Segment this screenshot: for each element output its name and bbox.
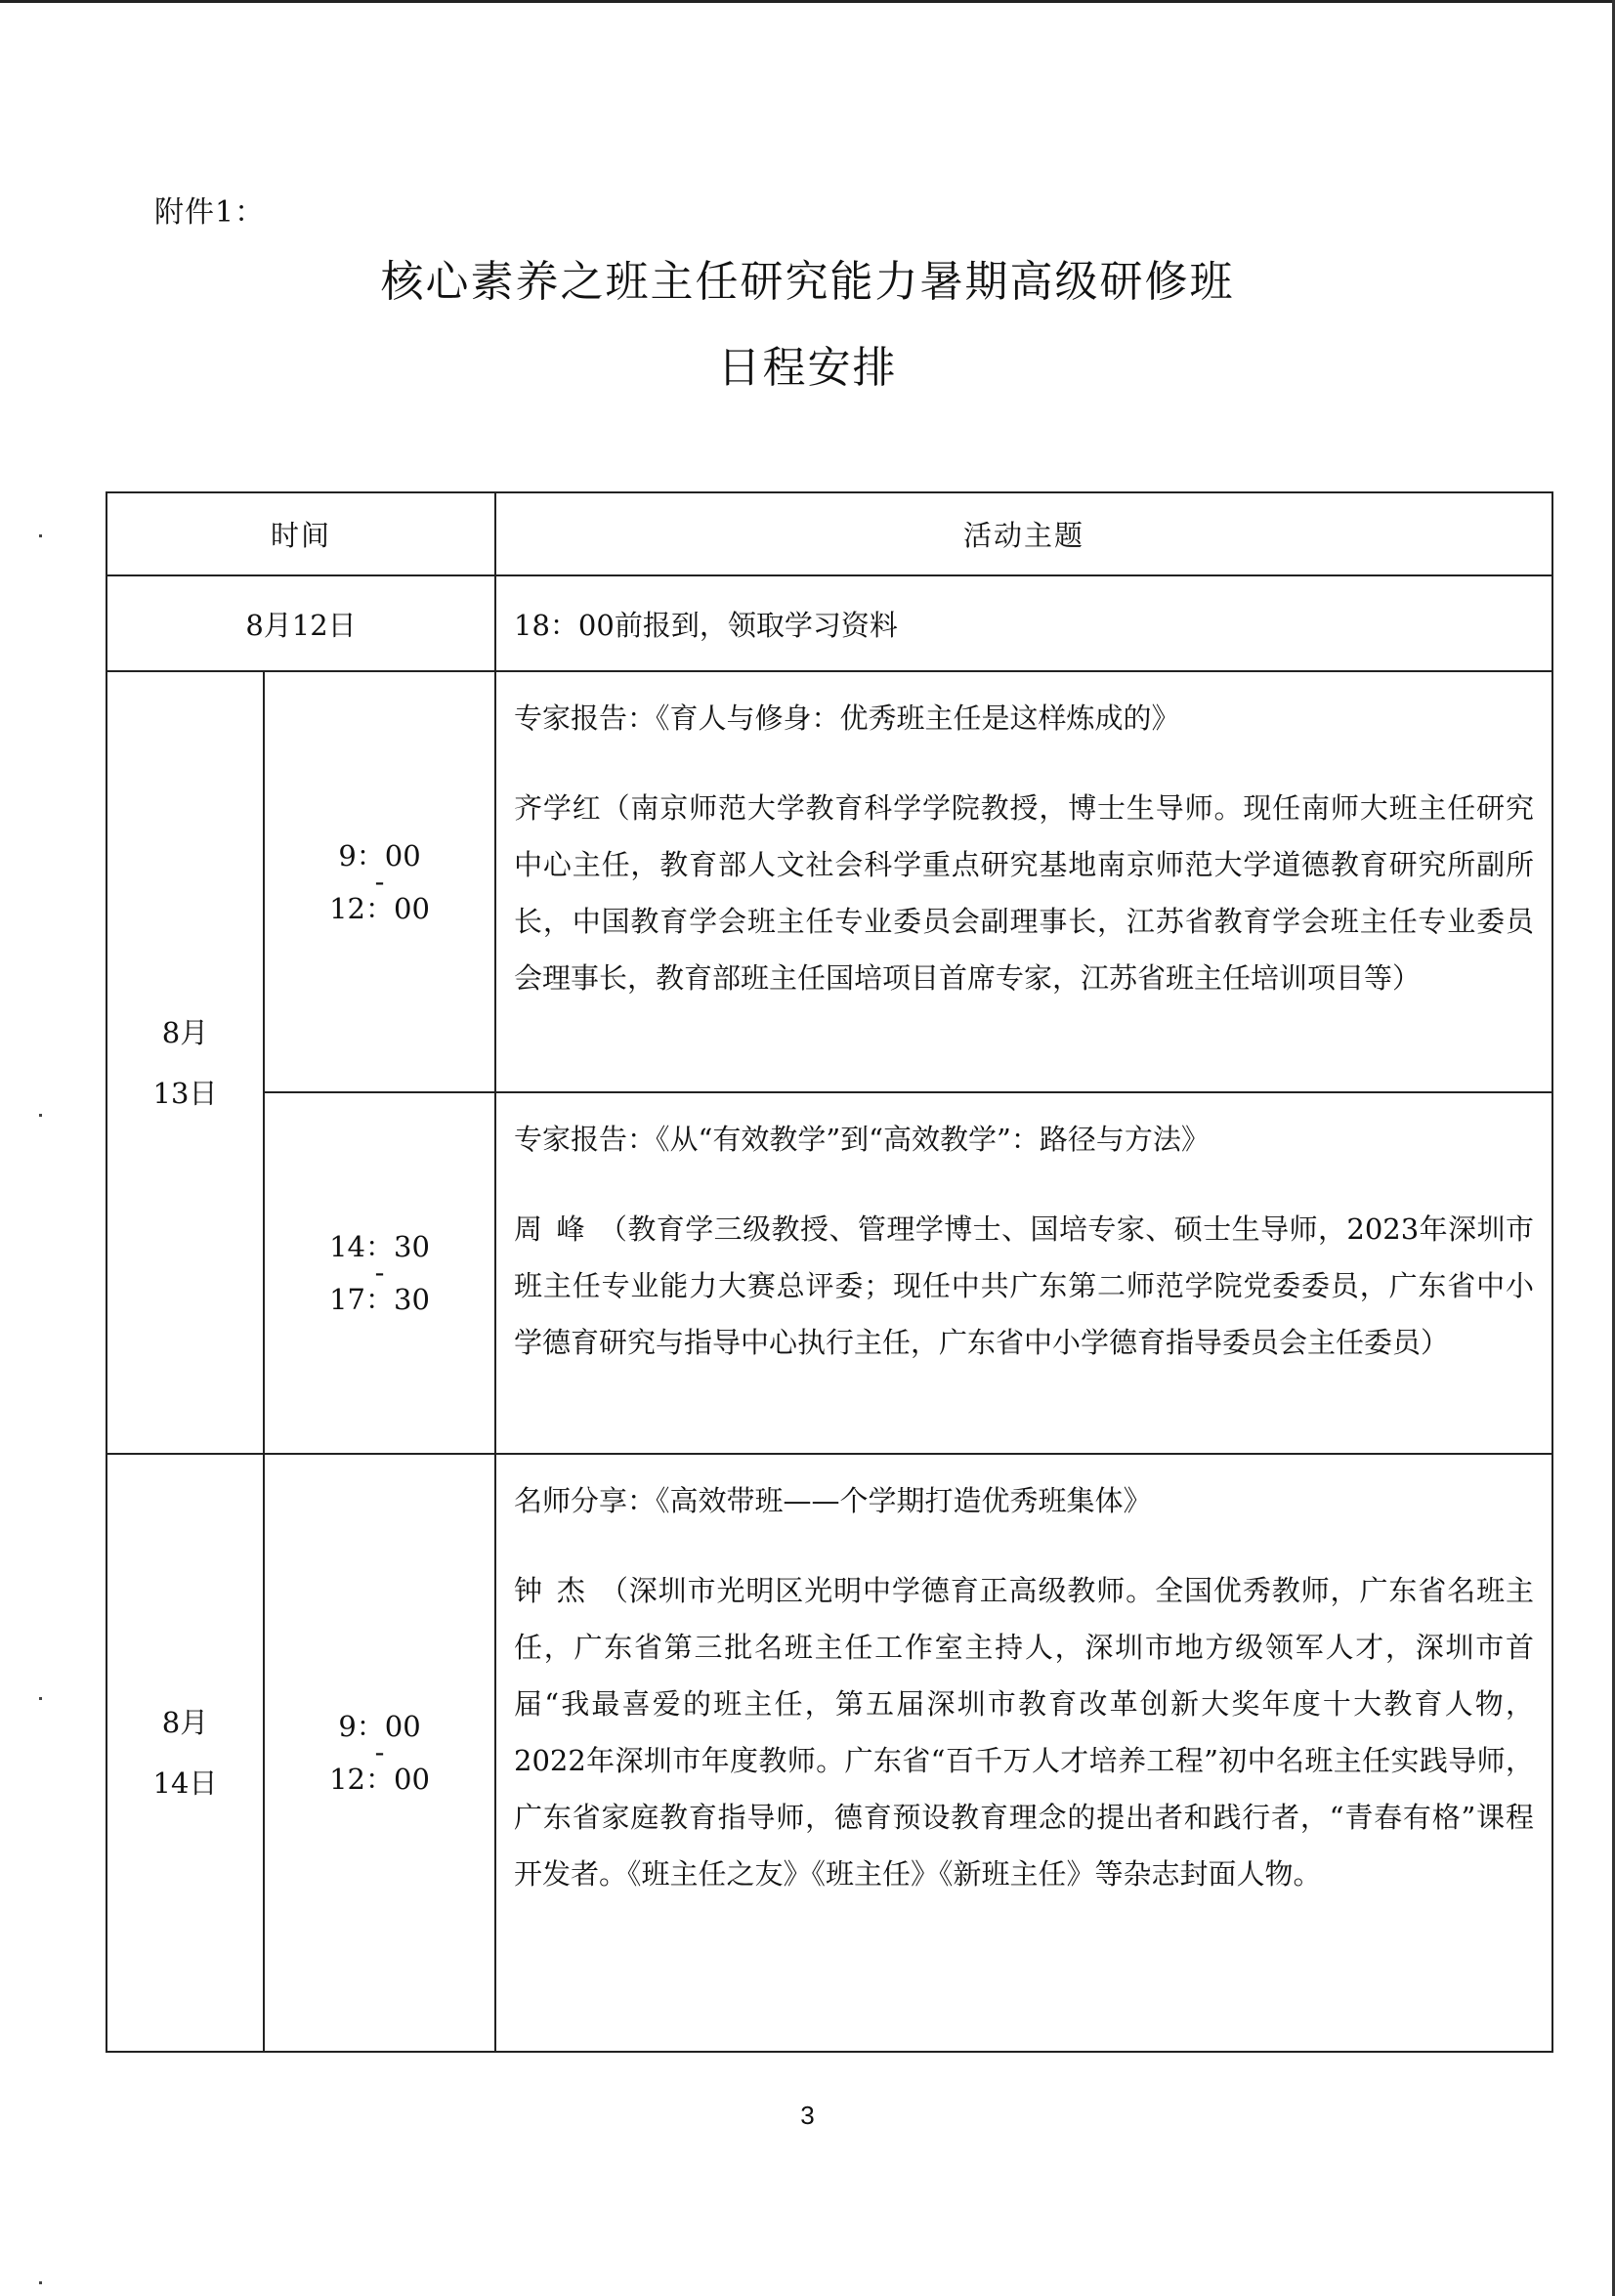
speaker-description: （南京师范大学教育科学学院教授，博士生导师。现任南师大班主任研究中心主任，教育部人文社会科学重点研究基地南京师范大学道德教育研究所副所长，中国教育学会班主任专业委员会副理事长，江苏省教育学会班主任专业委员会理事长，教育部班主任国培项目首席专家，江苏省班主任培训项目等） <box>514 791 1534 995</box>
scan-mark <box>39 1697 42 1700</box>
page-number: 3 <box>800 2101 815 2130</box>
attachment-label: 附件1： <box>154 195 266 230</box>
time-dash: - <box>374 1255 385 1289</box>
time-start: 14：30 <box>329 1230 430 1263</box>
date-cell-13 <box>106 671 264 1454</box>
time-end: 12：00 <box>329 1763 430 1796</box>
speaker-description: （教育学三级教授、管理学博士、国培专家、硕士生导师，2023年深圳市班主任专业能力大赛总评委；现任中共广东第二师范学院党委委员，广东省中小学德育研究与指导中心执行主任，广东省中小学德育指导委员会主任委员） <box>514 1212 1534 1359</box>
time-cell <box>264 1092 495 1454</box>
table-row <box>106 1454 1552 2052</box>
time-end: 17：30 <box>329 1283 430 1316</box>
time-end: 12：00 <box>329 891 430 925</box>
date-cell-14 <box>106 1454 264 2052</box>
table-row <box>106 671 1552 1092</box>
time-dash: - <box>374 864 385 898</box>
registration-date: 8月12日 <box>106 575 495 671</box>
scan-mark <box>39 1114 42 1117</box>
time-start: 9：00 <box>338 838 421 872</box>
speaker-bio <box>514 780 1534 1006</box>
header-time: 时间 <box>106 492 495 575</box>
date-day: 14日 <box>152 1766 218 1800</box>
table-row <box>106 1092 1552 1454</box>
date-month: 8月 <box>161 1015 209 1049</box>
activity-cell <box>495 1092 1552 1454</box>
scan-mark <box>39 2281 42 2284</box>
speaker-name: 齐学红 <box>514 791 602 825</box>
registration-activity: 18：00前报到，领取学习资料 <box>495 575 1552 671</box>
document-subtitle: 日程安排 <box>717 343 898 393</box>
date-month: 8月 <box>161 1706 209 1739</box>
scan-mark <box>39 534 42 537</box>
document-title: 核心素养之班主任研究能力暑期高级研修班 <box>380 257 1235 307</box>
speaker-name: 钟杰 <box>514 1574 600 1607</box>
speaker-bio <box>514 1201 1534 1371</box>
time-start: 9：00 <box>338 1710 421 1743</box>
speaker-bio <box>514 1562 1534 1902</box>
header-activity: 活动主题 <box>495 492 1552 575</box>
date-day: 13日 <box>152 1076 218 1110</box>
activity-cell <box>495 671 1552 1092</box>
activity-topic: 专家报告：《育人与修身：优秀班主任是这样炼成的》 <box>514 702 1180 735</box>
activity-topic: 名师分享：《高效带班——个学期打造优秀班集体》 <box>514 1484 1152 1517</box>
speaker-description: （深圳市光明区光明中学德育正高级教师。全国优秀教师，广东省名班主任，广东省第三批名班主任工作室主持人，深圳市地方级领军人才，深圳市首届“我最喜爱的班主任，第五届深圳市教育改革创新大奖年度十大教育人物，2022年深圳市年度教师。广东省“百千万人才培养工程”初中名班主任实践导师，广东省家庭教育指导师，德育预设教育理念的提出者和践行者，“青春有格”课程开发者。《班主任之友》《班主任》《新班主任》等杂志封面人物。 <box>514 1574 1534 1891</box>
scan-top-border <box>0 0 1615 3</box>
table-header-row <box>106 492 1552 575</box>
time-cell <box>264 671 495 1092</box>
time-cell <box>264 1454 495 2052</box>
activity-cell <box>495 1454 1552 2052</box>
table-row-registration <box>106 575 1552 671</box>
time-dash: - <box>374 1735 385 1768</box>
schedule-table <box>106 491 1553 2053</box>
activity-topic: 专家报告：《从“有效教学”到“高效教学”：路径与方法》 <box>514 1123 1210 1156</box>
speaker-name: 周峰 <box>514 1212 599 1246</box>
